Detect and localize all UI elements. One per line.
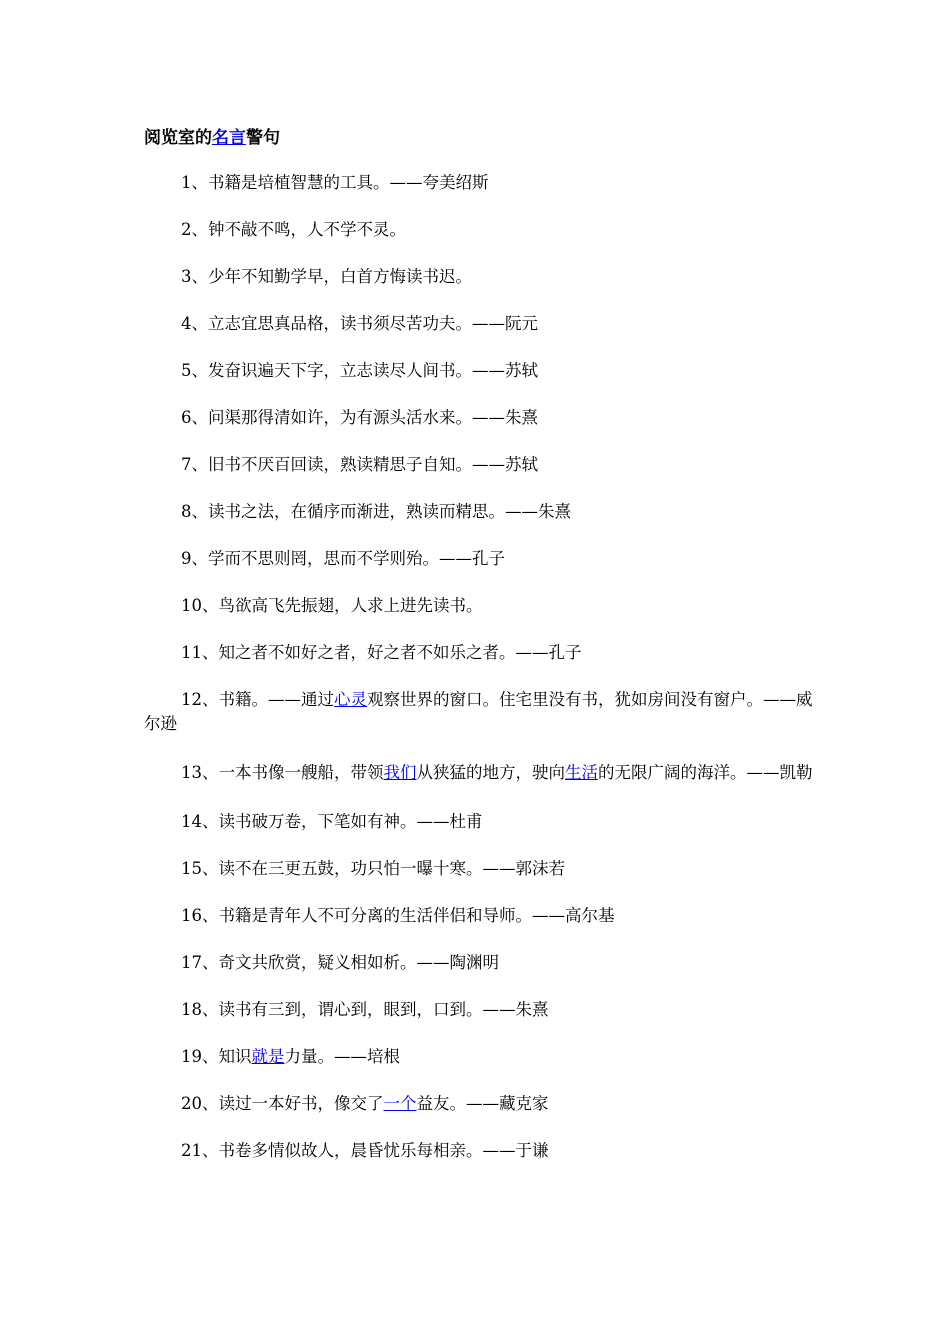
quote-item [144,761,820,785]
quote-text: 19、知识 [181,1047,252,1066]
quote-text: 21、书卷多情似故人，晨昏忧乐每相亲。——于谦 [181,1141,549,1160]
quote-text: 益友。——藏克家 [416,1094,549,1113]
quote-text: 观察世界的窗口。住宅里没有书，犹如房间没有窗户。——威尔逊 [144,690,813,733]
quote-text: 18、读书有三到，谓心到，眼到，口到。——朱熹 [181,1000,549,1019]
document-title [144,126,280,150]
quote-item [144,810,820,834]
inline-link[interactable]: 生活 [565,763,598,782]
quote-text: 11、知之者不如好之者，好之者不如乐之者。——孔子 [181,643,582,662]
quote-item [144,594,820,618]
quote-text: 20、读过一本好书，像交了 [181,1094,384,1113]
quote-text: 1、书籍是培植智慧的工具。——夸美绍斯 [181,173,489,192]
quote-item [144,218,820,242]
quote-text: 4、立志宜思真品格，读书须尽苦功夫。——阮元 [181,314,538,333]
quote-text: 的无限广阔的海洋。——凯勒 [598,763,813,782]
quote-text: 从狭猛的地方，驶向 [416,763,565,782]
quote-list [144,171,820,1186]
inline-link[interactable]: 我们 [383,763,417,782]
quote-item [144,688,820,736]
quote-item [144,1092,820,1116]
quote-text: 7、旧书不厌百回读，熟读精思子自知。——苏轼 [181,455,538,474]
inline-link[interactable]: 就是 [251,1047,285,1066]
quote-item [144,547,820,571]
quote-text: 6、问渠那得清如许，为有源头活水来。——朱熹 [181,408,538,427]
quote-text: 16、书籍是青年人不可分离的生活伴侣和导师。——高尔基 [181,906,615,925]
title-prefix: 阅览室的 [144,128,212,148]
quote-item [144,951,820,975]
quote-item [144,406,820,430]
title-link-mingyan[interactable]: 名言 [212,128,246,148]
title-suffix: 警句 [246,128,280,148]
quote-text: 8、读书之法，在循序而渐进，熟读而精思。——朱熹 [181,502,571,521]
quote-item [144,171,820,195]
quote-text: 15、读不在三更五鼓，功只怕一曝十寒。——郭沫若 [181,859,565,878]
quote-item [144,904,820,928]
quote-item [144,312,820,336]
quote-text: 13、一本书像一艘船，带领 [181,763,384,782]
quote-item [144,1045,820,1069]
quote-text: 17、奇文共欣赏，疑义相如析。——陶渊明 [181,953,499,972]
quote-text: 14、读书破万卷，下笔如有神。——杜甫 [181,812,483,831]
quote-text: 2、钟不敲不鸣，人不学不灵。 [181,220,406,239]
quote-text: 10、鸟欲高飞先振翅，人求上进先读书。 [181,596,483,615]
quote-text: 3、少年不知勤学早，白首方悔读书迟。 [181,267,472,286]
quote-item [144,453,820,477]
quote-item [144,265,820,289]
quote-item [144,998,820,1022]
quote-item [144,359,820,383]
inline-link[interactable]: 一个 [383,1094,417,1113]
quote-item [144,500,820,524]
quote-text: 力量。——培根 [284,1047,400,1066]
quote-item [144,857,820,881]
quote-item [144,641,820,665]
quote-text: 9、学而不思则罔，思而不学则殆。——孔子 [181,549,505,568]
inline-link[interactable]: 心灵 [334,690,367,709]
quote-text: 5、发奋识遍天下字，立志读尽人间书。——苏轼 [181,361,538,380]
quote-text: 12、书籍。——通过 [181,690,334,709]
quote-item [144,1139,820,1163]
